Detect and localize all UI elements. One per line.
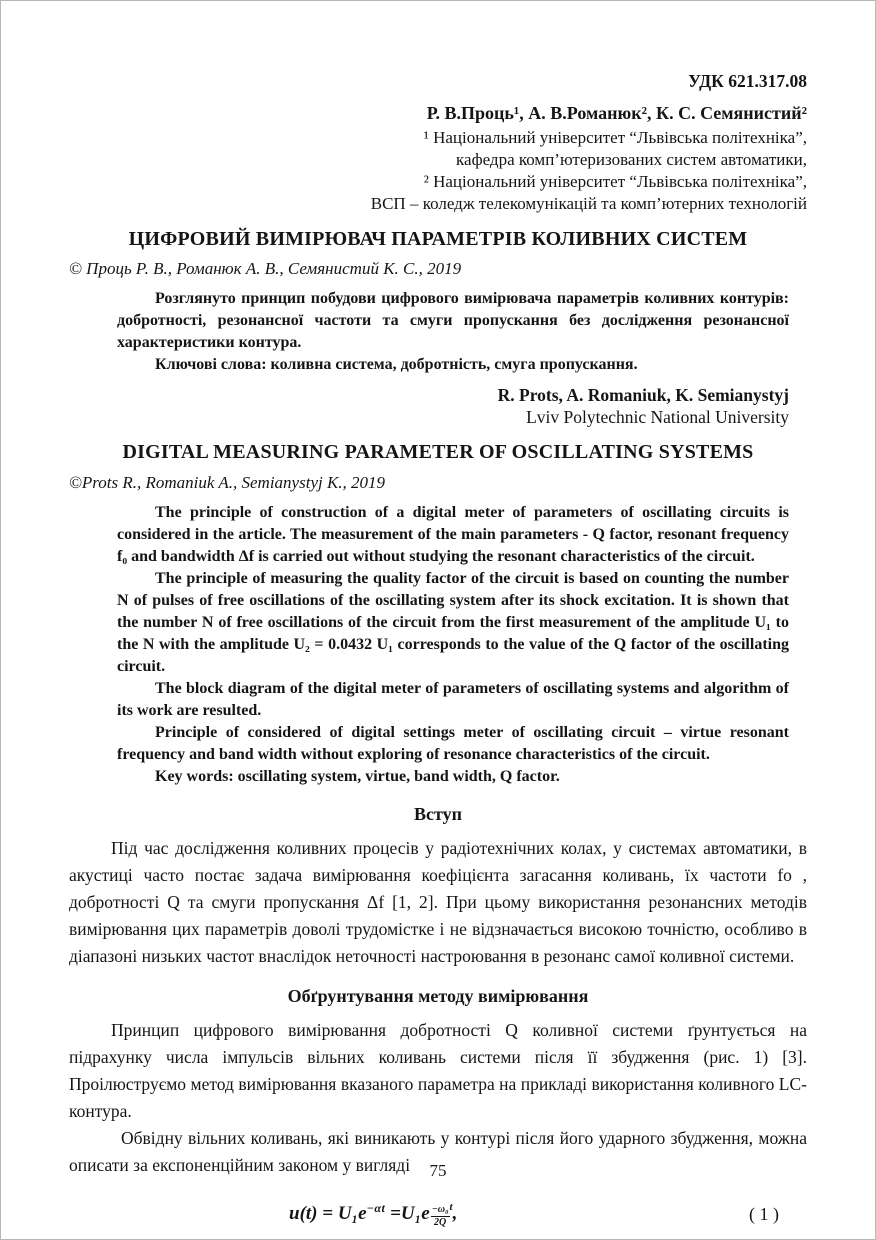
equation-lhs: u(t) = U₁e: [289, 1203, 367, 1224]
equation-exponent-fraction: [431, 1204, 450, 1228]
abstract-en-paragraph-4: Principle of considered of digital settings meter of oscillating circuit – virtue resonant frequency and band width without exploring of resonance characteristics of the circuit.: [117, 724, 789, 763]
affiliation-line-4: ВСП – коледж телекомунікацій та комп’ютерних технологій: [370, 194, 807, 213]
udc-code: УДК 621.317.08: [688, 71, 807, 91]
equation-mid: =U₁e: [385, 1203, 430, 1224]
section-heading-intro: Вступ: [414, 804, 462, 824]
method-paragraph-2: Обвідну вільних коливань, які виникають у контурі після його ударного збудження, можна описати за експоненційним законом у вигляді: [69, 1128, 807, 1175]
affiliation-en: Lviv Polytechnic National University: [526, 407, 789, 427]
affiliation-line-3: ² Національний університет “Львівська політехніка”,: [423, 172, 807, 191]
article-title-en: DIGITAL MEASURING PARAMETER OF OSCILLATING SYSTEMS: [122, 441, 754, 463]
page-number: 75: [429, 1161, 447, 1180]
fraction-denominator: 2Q: [433, 1216, 447, 1228]
abstract-en-paragraph-1: The principle of construction of a digital meter of parameters of oscillating circuits is considered in the article. The measurement of the main parameters - Q factor, resonant frequency f₀ and bandwidth Δf is carried out without studying the resonant characteristics of the circuit.: [117, 504, 789, 565]
section-heading-method: Обґрунтування методу вимірювання: [287, 986, 589, 1006]
authors-line-ua: Р. В.Проць¹, А. В.Романюк², К. С. Семянистий²: [426, 103, 807, 123]
abstract-en: [69, 502, 807, 788]
intro-paragraph: Під час дослідження коливних процесів у радіотехнічних колах, у системах автоматики, в акустиці часто постає задача вимірювання коефіцієнта загасання коливань, їх частоти fo , добротності Q та смуги пропускання Δf [1, 2]. При цьому використання резонансних методів вимірювання цих параметрів доволі трудомістке і не відзначається високою точністю, особливо в діапазоні низьких частот внаслідок неточності настроювання в резонанс самої коливної системи.: [69, 838, 807, 966]
article-title-ua: ЦИФРОВИЙ ВИМІРЮВАЧ ПАРАМЕТРІВ КОЛИВНИХ СИСТЕМ: [128, 228, 748, 250]
copyright-line-en: ©Prots R., Romaniuk A., Semianystyj K., 2019: [69, 473, 386, 492]
equation-row: [69, 1201, 807, 1228]
copyright-line-ua: © Проць Р. В., Романюк А. В., Семянистий К. С., 2019: [69, 259, 462, 278]
fraction-numerator: −ω₀: [431, 1204, 449, 1215]
equation-1: [289, 1201, 457, 1228]
affiliation-line-2: кафедра комп’ютеризованих систем автоматики,: [456, 150, 807, 169]
authors-line-en: R. Prots, A. Romaniuk, K. Semianystyj: [497, 385, 789, 405]
header-block: [69, 71, 807, 215]
equation-number: ( 1 ): [749, 1204, 779, 1224]
abstract-en-keywords: Key words: oscillating system, virtue, band width, Q factor.: [155, 768, 560, 785]
abstract-ua: [69, 288, 807, 376]
abstract-en-paragraph-2: The principle of measuring the quality factor of the circuit is based on counting the number N of pulses of free oscillations of the oscillating system after its shock excitation. It is shown that the number N of free oscillations of the circuit from the first measurement of the amplitude U₁ to the N with the amplitude U₂ = 0.0432 U₁ corresponds to the value of the Q factor of the oscillating circuit.: [117, 570, 789, 675]
abstract-ua-text: Розглянуто принцип побудови цифрового вимірювача параметрів коливних контурів: добротності, резонансної частоти та смуги пропускання без дослідження резонансної характеристики контура.: [117, 290, 789, 351]
equation-exponent-alpha: −αt: [366, 1201, 386, 1215]
equation-exponent-t: t: [449, 1201, 453, 1213]
abstract-en-paragraph-3: The block diagram of the digital meter of parameters of oscillating systems and algorithm of its work are resulted.: [117, 680, 789, 719]
method-paragraph-1: Принцип цифрового вимірювання добротності Q коливної системи ґрунтується на підрахунку числа імпульсів вільних коливань системи після її збудження (рис. 1) [3]. Проілюструємо метод вимірювання вказаного параметра на прикладі використання коливного LC-контура.: [69, 1020, 807, 1121]
affiliation-line-1: ¹ Національний університет “Львівська політехніка”,: [423, 128, 807, 147]
equation-comma: ,: [452, 1203, 458, 1224]
keywords-ua: Ключові слова: коливна система, добротність, смуга пропускання.: [155, 356, 638, 373]
